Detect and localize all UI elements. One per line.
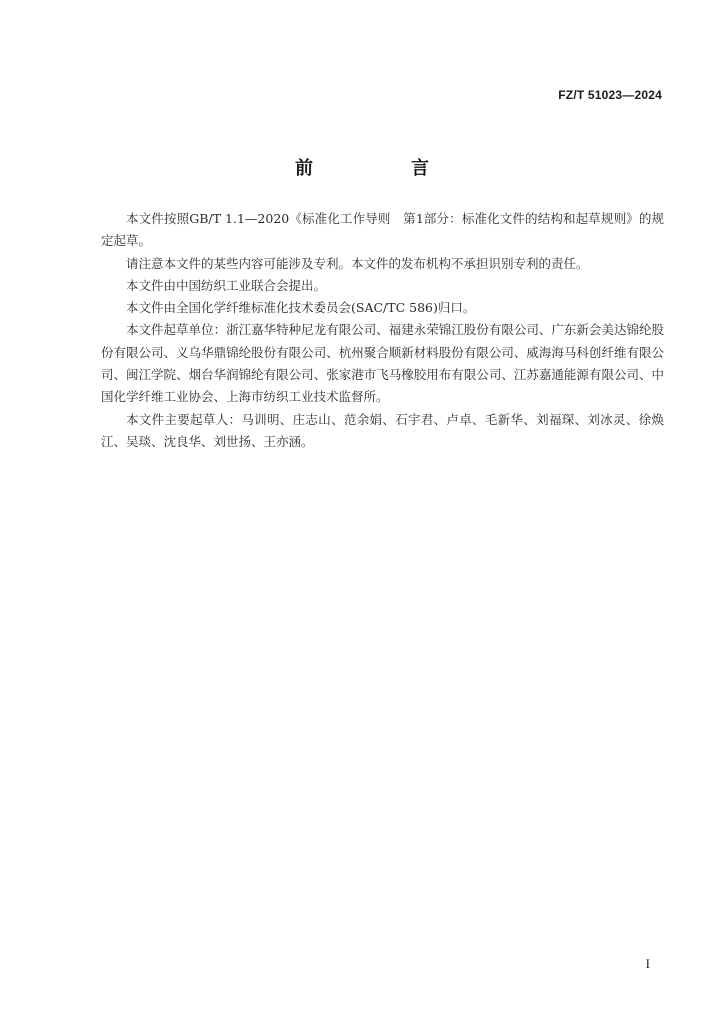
- paragraph-drafting-units: 本文件起草单位：浙江嘉华特种尼龙有限公司、福建永荣锦江股份有限公司、广东新会美达锦纶股份有限公司、义乌华鼎锦纶股份有限公司、杭州聚合顺新材料股份有限公司、威海海马科创纤维有限公司、闽江学院、烟台华润锦纶有限公司、张家港市飞马橡胶用布有限公司、江苏嘉通能源有限公司、中国化学纤维工业协会、上海市纺织工业技术监督所。: [101, 322, 664, 405]
- paragraph-drafting-rules: 本文件按照GB/T 1.1—2020《标准化工作导则 第1部分：标准化文件的结构和起草规则》的规定起草。: [101, 211, 664, 249]
- paragraph-proposer: 本文件由中国纺织工业联合会提出。: [126, 277, 327, 293]
- paragraph-patent-notice: 请注意本文件的某些内容可能涉及专利。本文件的发布机构不承担识别专利的责任。: [126, 255, 589, 271]
- document-code: FZ/T 51023—2024: [558, 88, 662, 102]
- page-title: 前 言: [295, 158, 469, 179]
- paragraph-drafters: 本文件主要起草人：马训明、庄志山、范余娟、石宇君、卢卓、毛新华、刘福琛、刘冰灵、徐焕江、吴琰、沈良华、刘世扬、王亦涵。: [101, 411, 664, 449]
- foreword-body: [101, 208, 664, 453]
- page-number: I: [645, 956, 650, 971]
- paragraph-committee: 本文件由全国化学纤维标准化技术委员会(SAC/TC 586)归口。: [126, 300, 476, 316]
